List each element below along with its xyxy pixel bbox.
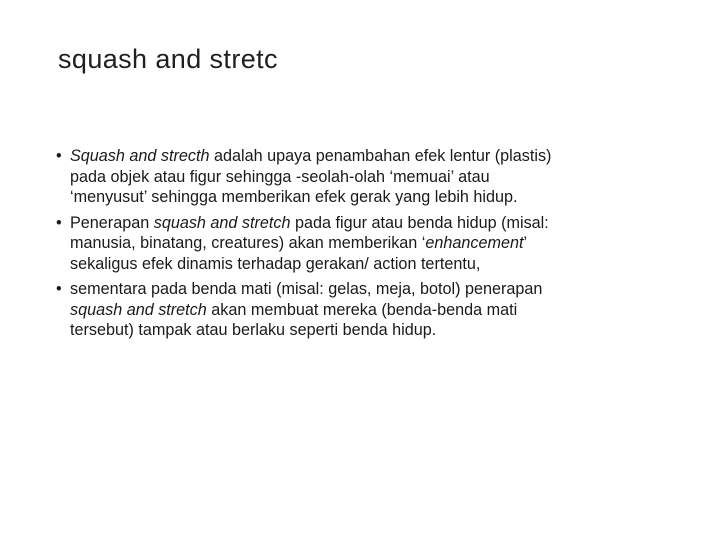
emphasis-text: squash and stretch — [153, 213, 291, 232]
bullet-dot: • — [56, 280, 62, 298]
body-text: adalah upaya penambahan efek lentur (plastis) — [209, 147, 552, 165]
bullet-line — [70, 213, 666, 234]
bullet-line — [70, 320, 666, 341]
bullet-dot: • — [56, 147, 62, 165]
body-text: pada figur atau benda hidup (misal: — [290, 213, 549, 232]
bullet-line — [70, 146, 666, 167]
body-text: sekaligus efek dinamis terhadap gerakan/ action tertentu, — [70, 254, 481, 273]
body-text: manusia, binatang, creatures) akan memberikan ‘ — [70, 234, 426, 252]
body-text: pada objek atau figur sehingga -seolah-olah ‘memuai’ atau — [70, 167, 490, 186]
bullet-list — [54, 146, 666, 346]
body-text: ‘menyusut’ sehingga memberikan efek gerak yang lebih hidup. — [70, 188, 518, 206]
body-text: tersebut) tampak atau berlaku seperti benda hidup. — [70, 321, 437, 339]
bullet-item-inanimate-objects — [54, 279, 666, 341]
bullet-item-living-figures — [54, 213, 666, 275]
bullet-line — [70, 300, 666, 321]
bullet-line — [70, 167, 666, 188]
emphasis-text: Squash and strecth — [70, 147, 210, 165]
body-text: ’ — [523, 234, 528, 252]
body-text: akan membuat mereka (benda-benda mati — [206, 300, 518, 319]
body-text: sementara pada benda mati (misal: gelas, meja, botol) penerapan — [70, 280, 543, 298]
bullet-line — [70, 187, 666, 208]
slide-title: squash and stretc — [58, 44, 278, 74]
body-text: Penerapan — [70, 213, 154, 232]
bullet-dot: • — [56, 213, 62, 232]
bullet-line — [70, 233, 666, 254]
bullet-line — [70, 254, 666, 275]
bullet-line — [70, 279, 666, 300]
emphasis-text: squash and stretch — [70, 300, 207, 319]
bullet-item-squash-definition — [54, 146, 666, 208]
emphasis-text: enhancement — [425, 234, 524, 252]
